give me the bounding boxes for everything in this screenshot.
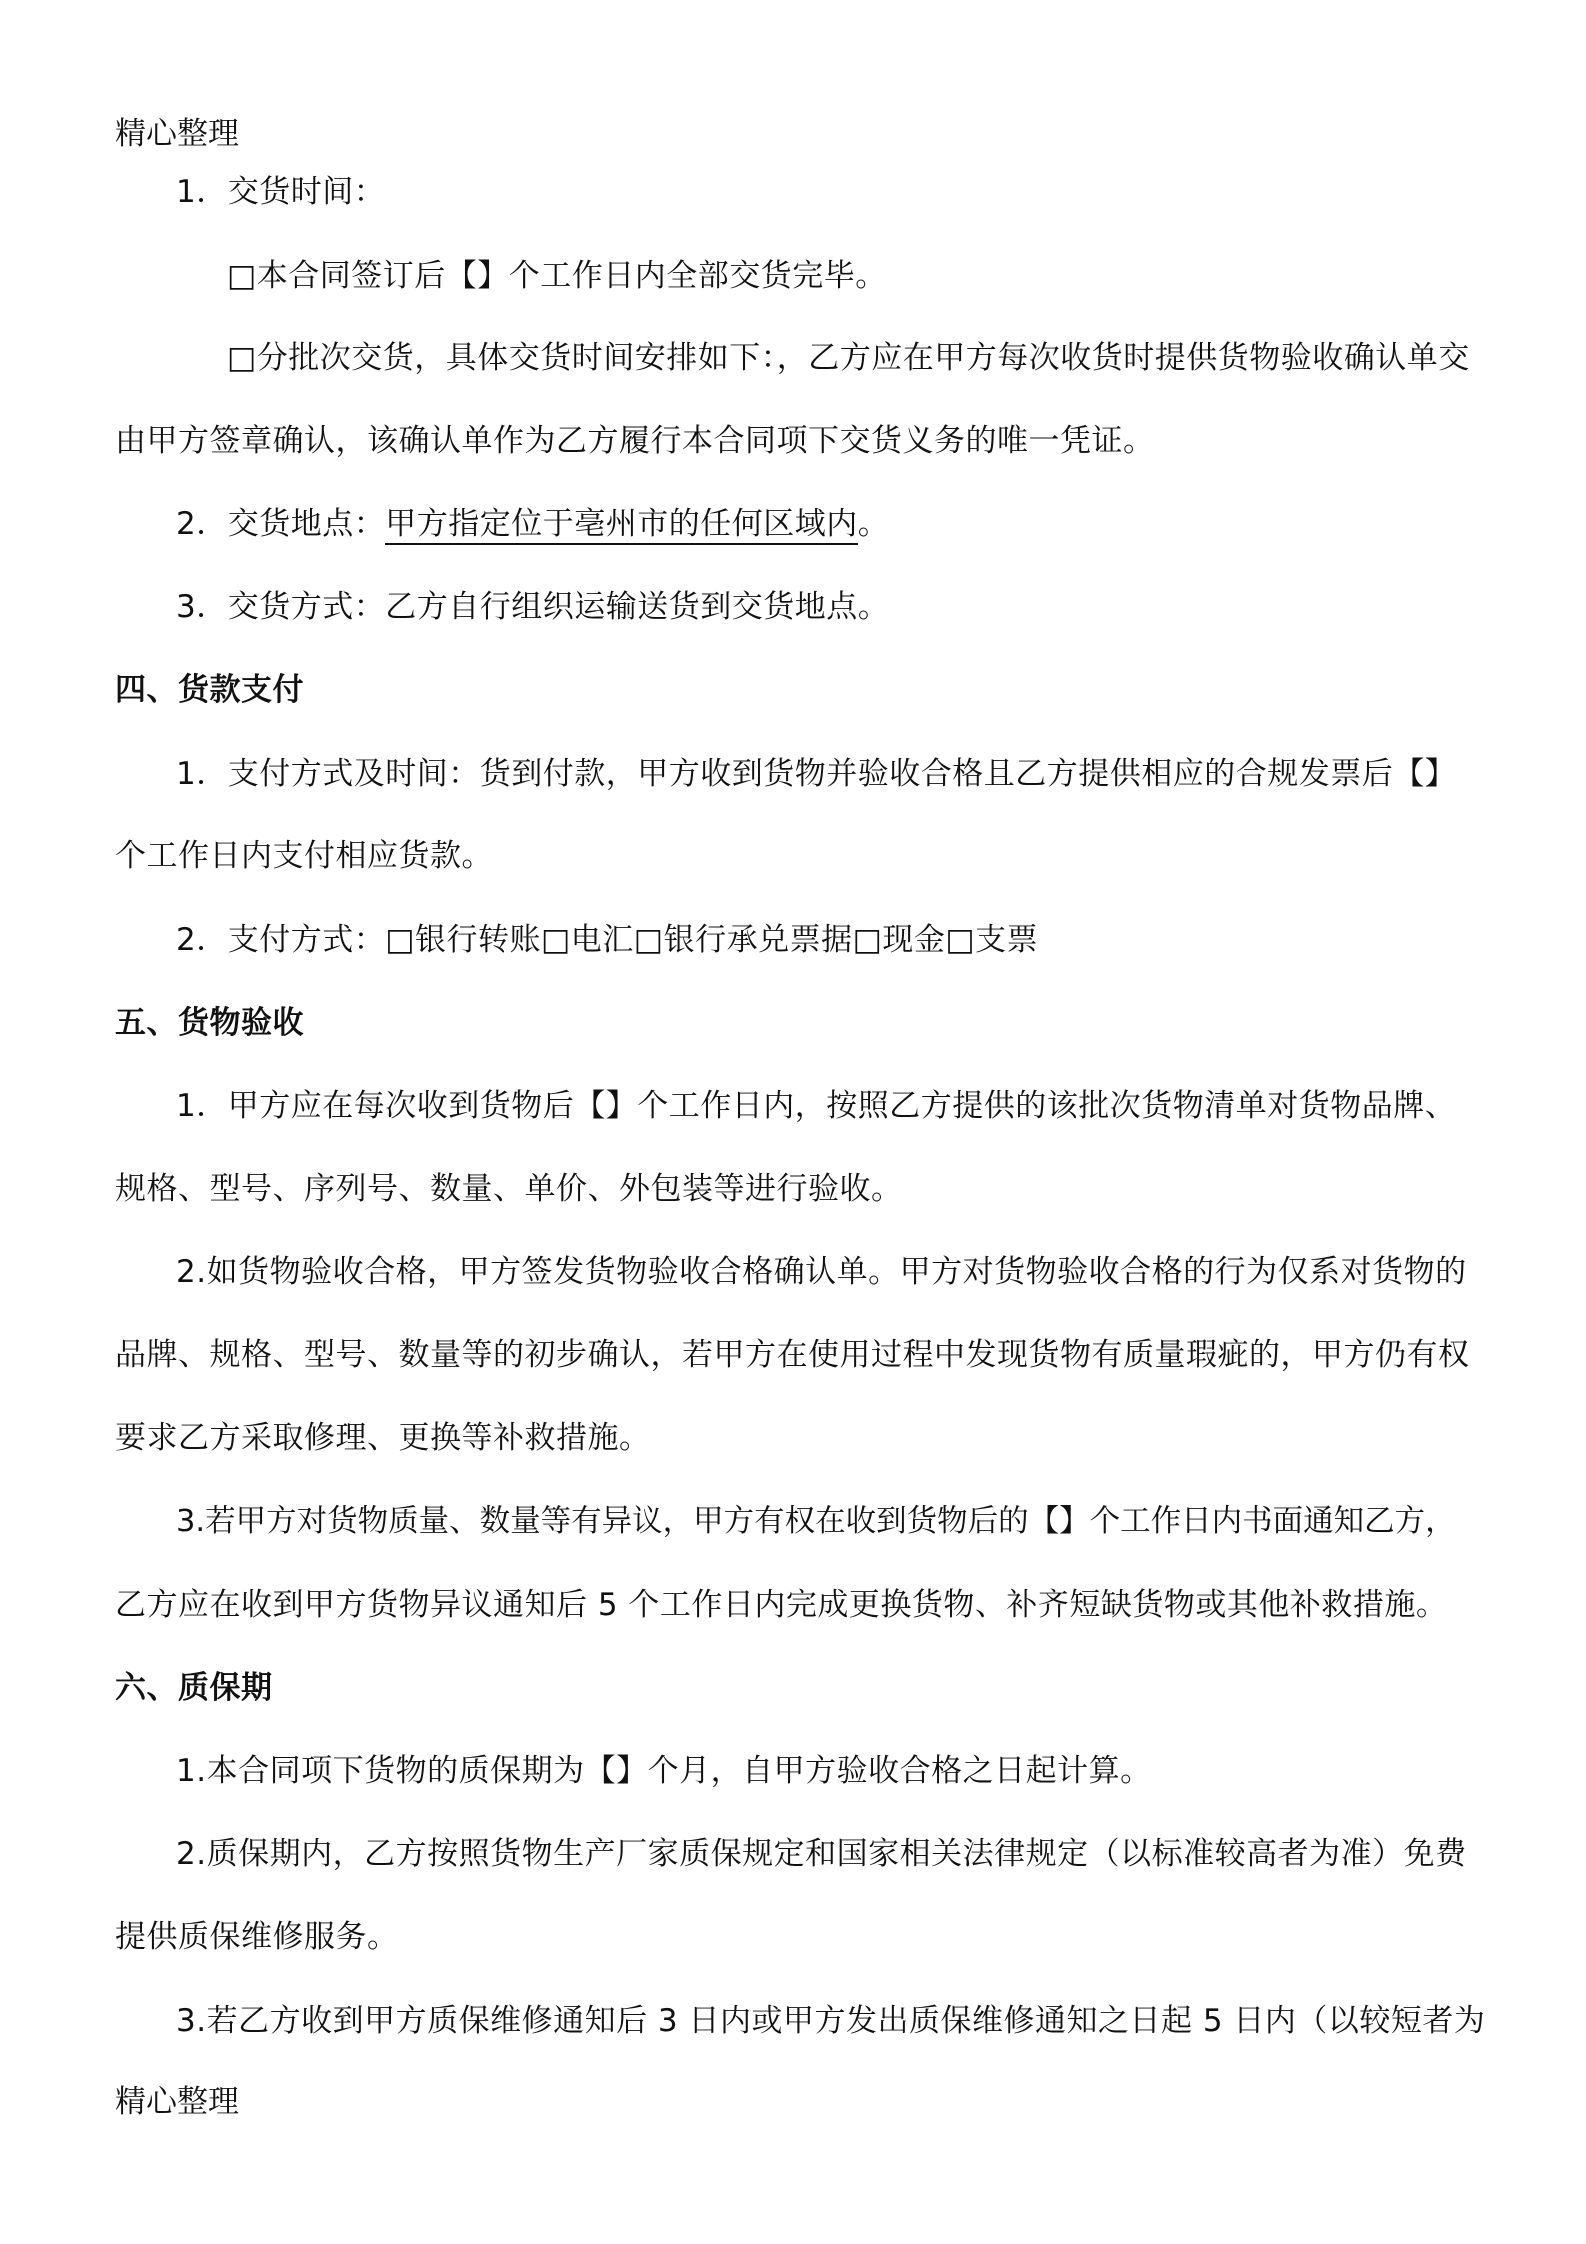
page-header-text: 精心整理 xyxy=(115,116,239,152)
payment-terms: 1．支付方式及时间：货到付款，甲方收到货物并验收合格且乙方提供相应的合规发票后【】 xyxy=(176,756,1457,792)
section-heading-acceptance: 五、货物验收 xyxy=(115,1005,304,1041)
section-heading-warranty: 六、质保期 xyxy=(115,1670,273,1706)
acceptance-clause-1-cont: 规格、型号、序列号、数量、单价、外包装等进行验收。 xyxy=(115,1171,903,1207)
acceptance-clause-2-cont: 品牌、规格、型号、数量等的初步确认，若甲方在使用过程中发现货物有质量瑕疵的，甲方仍有权 xyxy=(115,1337,1470,1373)
payment-methods: 2．支付方式：□银行转账□电汇□银行承兑票据□现金□支票 xyxy=(176,922,1039,958)
delivery-option-batches-cont: 由甲方签章确认，该确认单作为乙方履行本合同项下交货义务的唯一凭证。 xyxy=(115,423,1155,459)
delivery-time-heading: 1．交货时间： xyxy=(176,174,386,210)
acceptance-clause-1: 1．甲方应在每次收到货物后【】个工作日内，按照乙方提供的该批次货物清单对货物品牌、 xyxy=(176,1088,1457,1124)
acceptance-clause-3-cont: 乙方应在收到甲方货物异议通知后 5 个工作日内完成更换货物、补齐短缺货物或其他补救措施。 xyxy=(115,1587,1448,1623)
delivery-option-all-at-once: □本合同签订后【】个工作日内全部交货完毕。 xyxy=(227,258,887,294)
acceptance-clause-3: 3.若甲方对货物质量、数量等有异议，甲方有权在收到货物后的【】个工作日内书面通知乙方， xyxy=(176,1504,1456,1539)
warranty-clause-1: 1.本合同项下货物的质保期为【】个月，自甲方验收合格之日起计算。 xyxy=(176,1753,1152,1789)
delivery-location-value: 甲方指定位于亳州市的任何区域内 xyxy=(385,506,858,545)
payment-terms-cont: 个工作日内支付相应货款。 xyxy=(115,838,493,874)
warranty-clause-3: 3.若乙方收到甲方质保维修通知后 3 日内或甲方发出质保维修通知之日起 5 日内（以较短者为 xyxy=(176,2003,1486,2039)
delivery-method: 3．交货方式：乙方自行组织运输送货到交货地点。 xyxy=(176,589,890,625)
warranty-clause-2-cont: 提供质保维修服务。 xyxy=(115,1919,399,1955)
acceptance-clause-2: 2.如货物验收合格，甲方签发货物验收合格确认单。甲方对货物验收合格的行为仅系对货物的 xyxy=(176,1254,1467,1290)
delivery-option-batches: □分批次交货，具体交货时间安排如下：，乙方应在甲方每次收货时提供货物验收确认单交 xyxy=(227,340,1470,376)
section-heading-payment: 四、货款支付 xyxy=(115,672,304,708)
delivery-location xyxy=(176,502,889,546)
acceptance-clause-2-cont-2: 要求乙方采取修理、更换等补救措施。 xyxy=(115,1420,651,1456)
delivery-location-period: 。 xyxy=(857,506,890,542)
delivery-location-label: 2．交货地点： xyxy=(176,506,386,542)
page-footer-text: 精心整理 xyxy=(115,2084,239,2120)
warranty-clause-2: 2.质保期内，乙方按照货物生产厂家质保规定和国家相关法律规定（以标准较高者为准）免费 xyxy=(176,1836,1467,1872)
